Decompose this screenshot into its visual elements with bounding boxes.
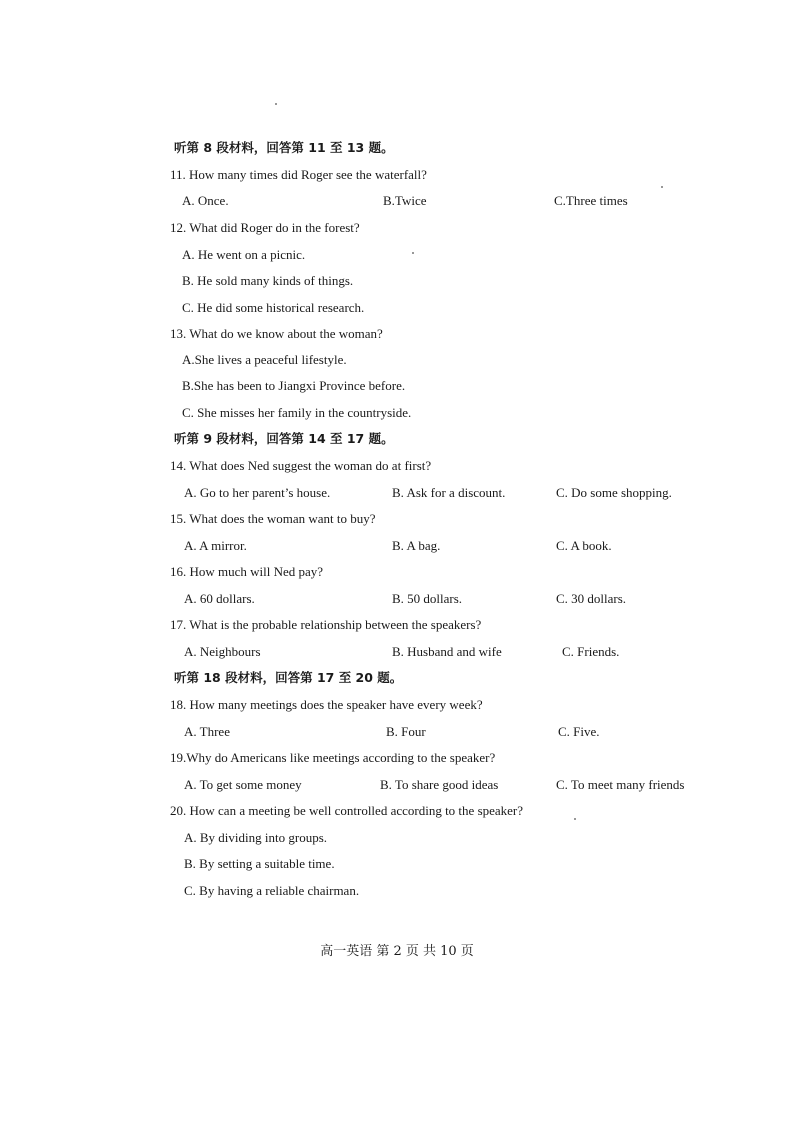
question-15-option-c: C. A book.: [556, 538, 612, 553]
question-17-option-c: C. Friends.: [562, 644, 620, 659]
section-heading-9: 听第 9 段材料，回答第 14 至 17 题。: [174, 431, 394, 446]
question-17-option-b: B. Husband and wife: [392, 644, 502, 659]
question-14-option-a: A. Go to her parent’s house.: [184, 485, 331, 500]
question-15-stem: 15. What does the woman want to buy?: [170, 511, 376, 526]
scan-speck: [412, 252, 414, 254]
scan-speck: [275, 103, 277, 105]
question-14-option-c: C. Do some shopping.: [556, 485, 672, 500]
question-12-stem: 12. What did Roger do in the forest?: [170, 220, 360, 235]
question-16-option-b: B. 50 dollars.: [392, 591, 463, 606]
question-16-stem: 16. How much will Ned pay?: [170, 564, 324, 579]
question-16-option-a: A. 60 dollars.: [184, 591, 255, 606]
question-19-option-a: A. To get some money: [184, 777, 302, 792]
question-11-option-a: A. Once.: [182, 193, 229, 208]
question-19-stem: 19.Why do Americans like meetings according to the speaker?: [170, 750, 496, 765]
question-19-option-b: B. To share good ideas: [380, 777, 499, 792]
question-14-option-b: B. Ask for a discount.: [392, 485, 506, 500]
question-15-option-b: B. A bag.: [392, 538, 441, 553]
question-11-option-c: C.Three times: [554, 193, 628, 208]
question-13-option-b: B.She has been to Jiangxi Province before.: [182, 378, 406, 393]
question-11-stem: 11. How many times did Roger see the waterfall?: [170, 167, 427, 182]
question-11-option-b: B.Twice: [383, 193, 427, 208]
question-20-option-a: A. By dividing into groups.: [184, 830, 328, 845]
question-12-option-c: C. He did some historical research.: [182, 300, 365, 315]
question-14-stem: 14. What does Ned suggest the woman do at first?: [170, 458, 432, 473]
question-13-stem: 13. What do we know about the woman?: [170, 326, 383, 341]
question-18-option-b: B. Four: [386, 724, 426, 739]
question-18-stem: 18. How many meetings does the speaker have every week?: [170, 697, 483, 712]
question-20-option-c: C. By having a reliable chairman.: [184, 883, 360, 898]
question-20-stem: 20. How can a meeting be well controlled according to the speaker?: [170, 803, 524, 818]
question-17-option-a: A. Neighbours: [184, 644, 261, 659]
question-20-option-b: B. By setting a suitable time.: [184, 856, 335, 871]
page-footer: 高一英语 第 2 页 共 10 页: [320, 944, 474, 959]
question-12-option-a: A. He went on a picnic.: [182, 247, 306, 262]
question-18-option-a: A. Three: [184, 724, 230, 739]
scan-speck: [661, 186, 663, 188]
question-18-option-c: C. Five.: [558, 724, 600, 739]
question-13-option-c: C. She misses her family in the countryside.: [182, 405, 412, 420]
section-heading-8: 听第 8 段材料，回答第 11 至 13 题。: [174, 140, 394, 155]
section-heading-10: 听第 18 段材料，回答第 17 至 20 题。: [174, 670, 403, 685]
question-12-option-b: B. He sold many kinds of things.: [182, 273, 354, 288]
question-17-stem: 17. What is the probable relationship between the speakers?: [170, 617, 482, 632]
question-13-option-a: A.She lives a peaceful lifestyle.: [182, 352, 347, 367]
question-19-option-c: C. To meet many friends: [556, 777, 685, 792]
question-15-option-a: A. A mirror.: [184, 538, 247, 553]
question-16-option-c: C. 30 dollars.: [556, 591, 627, 606]
scan-speck: [574, 818, 576, 820]
